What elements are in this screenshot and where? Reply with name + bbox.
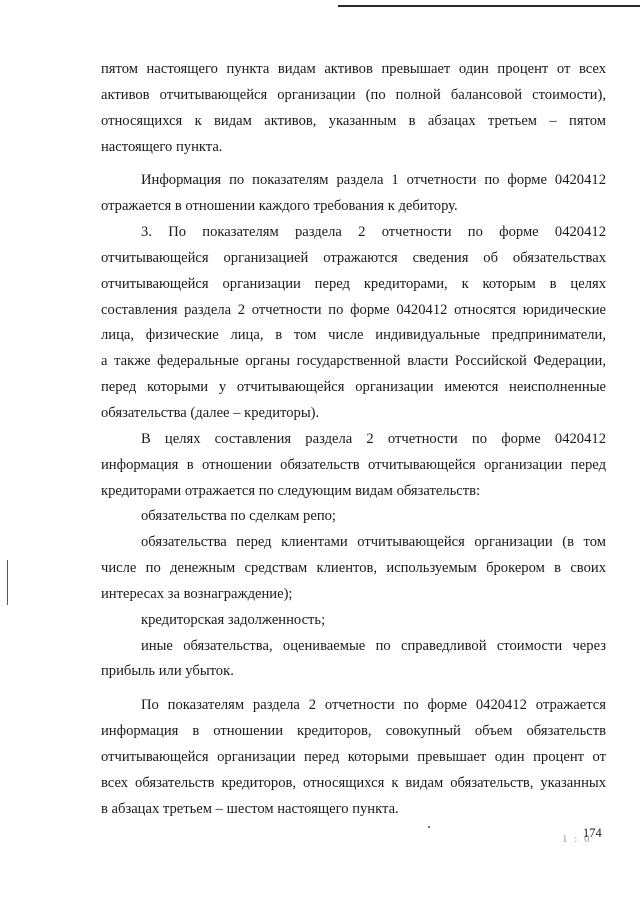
text-line: прибыль или убыток. xyxy=(101,663,234,680)
text-line: настоящего пункта. xyxy=(101,138,223,155)
scan-edge-top xyxy=(338,5,640,7)
text-line: в абзацах третьем – шестом настоящего пункта. xyxy=(101,800,399,817)
text-line: Информация по показателям раздела 1 отчетности по форме 0420412 xyxy=(141,172,606,189)
text-line: числе по денежным средствам клиентов, используемым брокером в своих xyxy=(101,560,606,577)
text-line: кредиторами отражается по следующим видам обязательств: xyxy=(101,482,481,499)
text-line: обязательства перед клиентами отчитывающейся организации (в том xyxy=(141,534,606,551)
text-line: отчитывающейся организацией отражаются сведения об обязательствах xyxy=(101,249,606,266)
text-line: информация в отношении обязательств отчитывающейся организации перед xyxy=(101,456,606,473)
text-line: обязательства (далее – кредиторы). xyxy=(101,404,320,421)
page-mark: 1 : 0 xyxy=(562,833,592,845)
text-line: отражается в отношении каждого требования к дебитору. xyxy=(101,198,458,215)
text-line: обязательства по сделкам репо; xyxy=(141,508,336,525)
text-line: составления раздела 2 отчетности по форме 0420412 относятся юридические xyxy=(101,301,606,318)
scan-speck xyxy=(428,826,430,828)
text-line: В целях составления раздела 2 отчетности по форме 0420412 xyxy=(141,430,606,447)
text-line: всех обязательств кредиторов, относящихся к видам обязательств, указанных xyxy=(101,774,606,791)
text-line: интересах за вознаграждение); xyxy=(101,585,293,602)
document-body xyxy=(101,57,606,822)
text-line: иные обязательства, оцениваемые по справедливой стоимости через xyxy=(141,637,606,654)
text-line: отчитывающейся организации перед кредиторами, к которым в целях xyxy=(101,275,606,292)
text-line: информация в отношении кредиторов, совокупный объем обязательств xyxy=(101,723,606,740)
text-line: отчитывающейся организации перед которыми превышает один процент от xyxy=(101,748,606,765)
text-line: По показателям раздела 2 отчетности по форме 0420412 отражается xyxy=(141,697,606,714)
text-line: пятом настоящего пункта видам активов превышает один процент от всех xyxy=(101,61,606,77)
scan-edge-left xyxy=(7,560,8,605)
text-line: относящихся к видам активов, указанным в абзацах третьем – пятом xyxy=(101,112,606,129)
text-line: 3. По показателям раздела 2 отчетности по форме 0420412 xyxy=(141,224,606,241)
text-line: лица, физические лица, в том числе индивидуальные предприниматели, xyxy=(101,327,606,344)
page-number: 174 xyxy=(583,826,602,840)
text-line: перед которыми у отчитывающейся организации имеются неисполненные xyxy=(101,379,606,396)
text-line: а также федеральные органы государственной власти Российской Федерации, xyxy=(101,353,606,370)
text-line: активов отчитывающейся организации (по полной балансовой стоимости), xyxy=(101,86,606,103)
text-line: кредиторская задолженность; xyxy=(141,611,326,628)
